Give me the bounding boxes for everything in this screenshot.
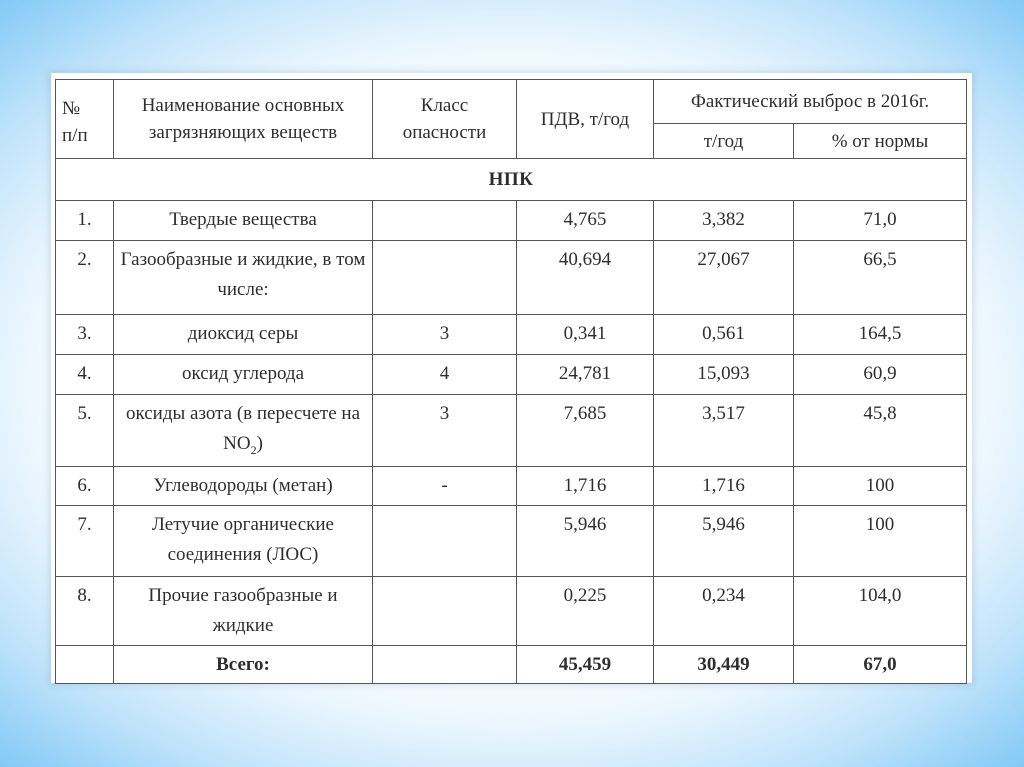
emissions-table	[55, 79, 967, 684]
section-row	[56, 159, 967, 201]
row-percent: 104,0	[794, 577, 967, 646]
table-row	[56, 467, 967, 506]
table-row	[56, 395, 967, 467]
row-pdv: 40,694	[517, 241, 654, 315]
row-actual: 1,716	[654, 467, 794, 506]
table-row	[56, 201, 967, 241]
header-row-1	[56, 80, 967, 124]
row-name-suffix: )	[256, 433, 263, 454]
row-name-text: оксиды азота (в пересчете на NO	[125, 403, 361, 454]
slide-content	[51, 73, 972, 683]
row-name: Газообразные и жидкие, в том числе:	[114, 241, 373, 315]
row-name: Углеводороды (метан)	[114, 467, 373, 506]
row-pdv: 5,946	[517, 506, 654, 577]
table-row	[56, 315, 967, 355]
row-num: 3.	[56, 315, 114, 355]
row-actual: 5,946	[654, 506, 794, 577]
total-percent: 67,0	[794, 646, 967, 684]
total-hazard-class	[373, 646, 517, 684]
row-percent: 45,8	[794, 395, 967, 467]
row-num: 1.	[56, 201, 114, 241]
row-hazard-class	[373, 577, 517, 646]
header-actual-tons: т/год	[654, 124, 794, 159]
row-actual: 27,067	[654, 241, 794, 315]
row-percent: 71,0	[794, 201, 967, 241]
row-name: диоксид серы	[114, 315, 373, 355]
row-name	[114, 395, 373, 467]
row-pdv: 0,225	[517, 577, 654, 646]
row-pdv: 0,341	[517, 315, 654, 355]
row-hazard-class: 3	[373, 315, 517, 355]
header-num-line1: №	[62, 98, 81, 119]
row-hazard-class	[373, 506, 517, 577]
row-hazard-class: -	[373, 467, 517, 506]
header-pdv: ПДВ, т/год	[517, 80, 654, 159]
row-hazard-class: 3	[373, 395, 517, 467]
section-title: НПК	[56, 159, 967, 201]
header-name: Наименование основных загрязняющих веществ	[114, 80, 373, 159]
row-pdv: 7,685	[517, 395, 654, 467]
row-pdv: 24,781	[517, 355, 654, 395]
row-percent: 66,5	[794, 241, 967, 315]
header-num-line2: п/п	[62, 125, 88, 146]
total-num	[56, 646, 114, 684]
total-pdv: 45,459	[517, 646, 654, 684]
row-num: 4.	[56, 355, 114, 395]
header-actual-group: Фактический выброс в 2016г.	[654, 80, 967, 124]
row-percent: 164,5	[794, 315, 967, 355]
table-row	[56, 355, 967, 395]
row-hazard-class	[373, 241, 517, 315]
row-hazard-class	[373, 201, 517, 241]
row-name: Прочие газообразные и жидкие	[114, 577, 373, 646]
row-name: оксид углерода	[114, 355, 373, 395]
row-num: 2.	[56, 241, 114, 315]
row-actual: 3,517	[654, 395, 794, 467]
row-hazard-class: 4	[373, 355, 517, 395]
table-row	[56, 506, 967, 577]
row-name-subscript: 2	[250, 443, 257, 457]
header-actual-percent: % от нормы	[794, 124, 967, 159]
row-pdv: 4,765	[517, 201, 654, 241]
table-row	[56, 241, 967, 315]
row-percent: 100	[794, 506, 967, 577]
row-pdv: 1,716	[517, 467, 654, 506]
row-num: 5.	[56, 395, 114, 467]
row-num: 6.	[56, 467, 114, 506]
row-name: Летучие органические соединения (ЛОС)	[114, 506, 373, 577]
total-actual: 30,449	[654, 646, 794, 684]
total-label: Всего:	[114, 646, 373, 684]
total-row	[56, 646, 967, 684]
row-num: 7.	[56, 506, 114, 577]
row-percent: 100	[794, 467, 967, 506]
row-actual: 15,093	[654, 355, 794, 395]
table-row	[56, 577, 967, 646]
header-hazard-class: Класс опасности	[373, 80, 517, 159]
row-actual: 3,382	[654, 201, 794, 241]
row-actual: 0,561	[654, 315, 794, 355]
header-num	[56, 80, 114, 159]
row-num: 8.	[56, 577, 114, 646]
row-name: Твердые вещества	[114, 201, 373, 241]
row-percent: 60,9	[794, 355, 967, 395]
row-actual: 0,234	[654, 577, 794, 646]
